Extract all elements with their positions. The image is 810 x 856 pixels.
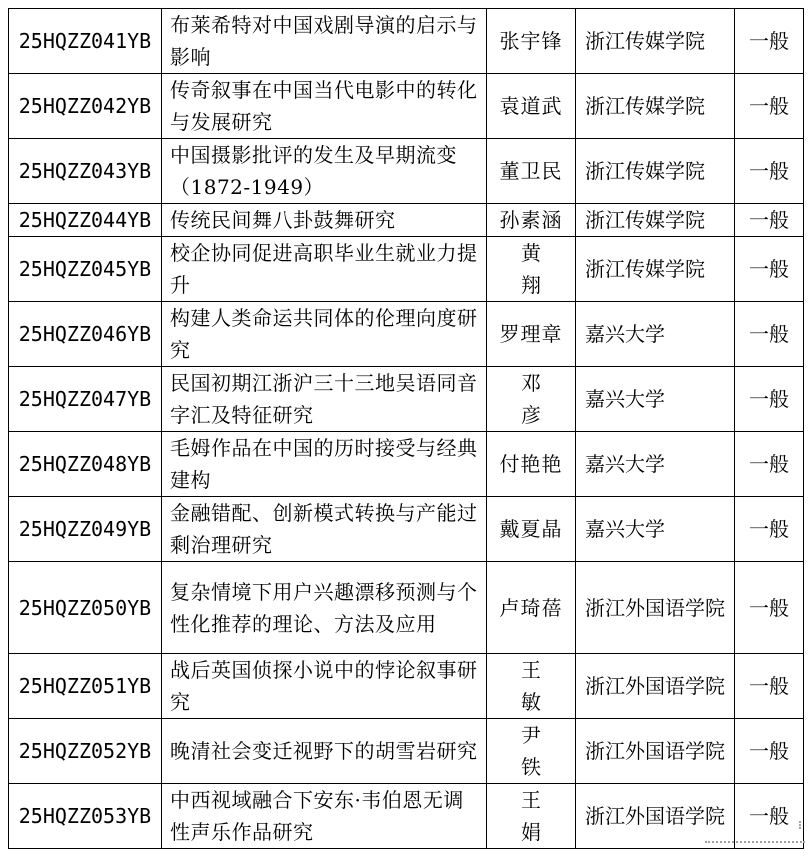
leader-name-cell: 尹铁 xyxy=(487,719,576,784)
institution-cell: 浙江外国语学院 xyxy=(576,562,735,654)
institution-cell: 浙江传媒学院 xyxy=(576,237,735,302)
project-code-cell: 25HQZZ042YB xyxy=(9,74,162,139)
project-code-cell: 25HQZZ046YB xyxy=(9,302,162,367)
leader-name-cell: 付艳艳 xyxy=(487,432,576,497)
institution-cell: 浙江传媒学院 xyxy=(576,74,735,139)
project-code-cell: 25HQZZ053YB xyxy=(9,784,162,849)
page-edge-dotted-line xyxy=(705,841,805,846)
project-title-cell: 金融错配、创新模式转换与产能过剩治理研究 xyxy=(162,497,487,562)
institution-cell: 浙江外国语学院 xyxy=(576,654,735,719)
leader-name-cell: 董卫民 xyxy=(487,139,576,204)
leader-name-cell: 戴夏晶 xyxy=(487,497,576,562)
project-code-cell: 25HQZZ048YB xyxy=(9,432,162,497)
category-cell: 一般 xyxy=(735,302,804,367)
institution-cell: 浙江外国语学院 xyxy=(576,784,735,849)
project-code-cell: 25HQZZ050YB xyxy=(9,562,162,654)
category-cell: 一般 xyxy=(735,784,804,849)
institution-cell: 嘉兴大学 xyxy=(576,302,735,367)
project-code-cell: 25HQZZ051YB xyxy=(9,654,162,719)
category-cell: 一般 xyxy=(735,719,804,784)
leader-name-cell: 黄翔 xyxy=(487,237,576,302)
project-code-cell: 25HQZZ047YB xyxy=(9,367,162,432)
project-title-cell: 构建人类命运共同体的伦理向度研究 xyxy=(162,302,487,367)
project-title-cell: 晚清社会变迁视野下的胡雪岩研究 xyxy=(162,719,487,784)
category-cell: 一般 xyxy=(735,562,804,654)
institution-cell: 浙江外国语学院 xyxy=(576,719,735,784)
project-title-cell: 民国初期江浙沪三十三地吴语同音字汇及特征研究 xyxy=(162,367,487,432)
table-row xyxy=(9,139,804,204)
category-cell: 一般 xyxy=(735,432,804,497)
project-code-cell: 25HQZZ044YB xyxy=(9,204,162,237)
leader-name-cell: 王敏 xyxy=(487,654,576,719)
institution-cell: 浙江传媒学院 xyxy=(576,139,735,204)
project-code-cell: 25HQZZ045YB xyxy=(9,237,162,302)
project-title-cell: 战后英国侦探小说中的悖论叙事研究 xyxy=(162,654,487,719)
table-row xyxy=(9,9,804,74)
project-title-cell: 复杂情境下用户兴趣漂移预测与个性化推荐的理论、方法及应用 xyxy=(162,562,487,654)
institution-cell: 嘉兴大学 xyxy=(576,497,735,562)
institution-cell: 浙江传媒学院 xyxy=(576,9,735,74)
category-cell: 一般 xyxy=(735,139,804,204)
category-cell: 一般 xyxy=(735,74,804,139)
table-row xyxy=(9,497,804,562)
category-cell: 一般 xyxy=(735,237,804,302)
table-row xyxy=(9,719,804,784)
table-row xyxy=(9,784,804,849)
leader-name-cell: 张宇锋 xyxy=(487,9,576,74)
project-title-cell: 传奇叙事在中国当代电影中的转化与发展研究 xyxy=(162,74,487,139)
category-cell: 一般 xyxy=(735,204,804,237)
project-title-cell: 毛姆作品在中国的历时接受与经典建构 xyxy=(162,432,487,497)
leader-name-cell: 邓彦 xyxy=(487,367,576,432)
leader-name-cell: 孙素涵 xyxy=(487,204,576,237)
project-title-cell: 校企协同促进高职毕业生就业力提升 xyxy=(162,237,487,302)
institution-cell: 嘉兴大学 xyxy=(576,367,735,432)
project-title-cell: 中国摄影批评的发生及早期流变（1872-1949） xyxy=(162,139,487,204)
leader-name-cell: 罗理章 xyxy=(487,302,576,367)
project-code-cell: 25HQZZ043YB xyxy=(9,139,162,204)
leader-name-cell: 袁道武 xyxy=(487,74,576,139)
project-code-cell: 25HQZZ049YB xyxy=(9,497,162,562)
page-edge-dotted-tick xyxy=(799,821,803,829)
category-cell: 一般 xyxy=(735,654,804,719)
table-row xyxy=(9,302,804,367)
institution-cell: 嘉兴大学 xyxy=(576,432,735,497)
project-code-cell: 25HQZZ041YB xyxy=(9,9,162,74)
table-row xyxy=(9,74,804,139)
table-row xyxy=(9,237,804,302)
leader-name-cell: 王娟 xyxy=(487,784,576,849)
institution-cell: 浙江传媒学院 xyxy=(576,204,735,237)
category-cell: 一般 xyxy=(735,9,804,74)
leader-name-cell: 卢琦蓓 xyxy=(487,562,576,654)
category-cell: 一般 xyxy=(735,367,804,432)
project-title-cell: 布莱希特对中国戏剧导演的启示与影响 xyxy=(162,9,487,74)
project-title-cell: 传统民间舞八卦鼓舞研究 xyxy=(162,204,487,237)
category-cell: 一般 xyxy=(735,497,804,562)
table-row xyxy=(9,562,804,654)
table-row xyxy=(9,204,804,237)
project-table xyxy=(8,8,804,849)
project-code-cell: 25HQZZ052YB xyxy=(9,719,162,784)
table-row xyxy=(9,432,804,497)
project-title-cell: 中西视域融合下安东·韦伯恩无调性声乐作品研究 xyxy=(162,784,487,849)
table-row xyxy=(9,367,804,432)
table-row xyxy=(9,654,804,719)
